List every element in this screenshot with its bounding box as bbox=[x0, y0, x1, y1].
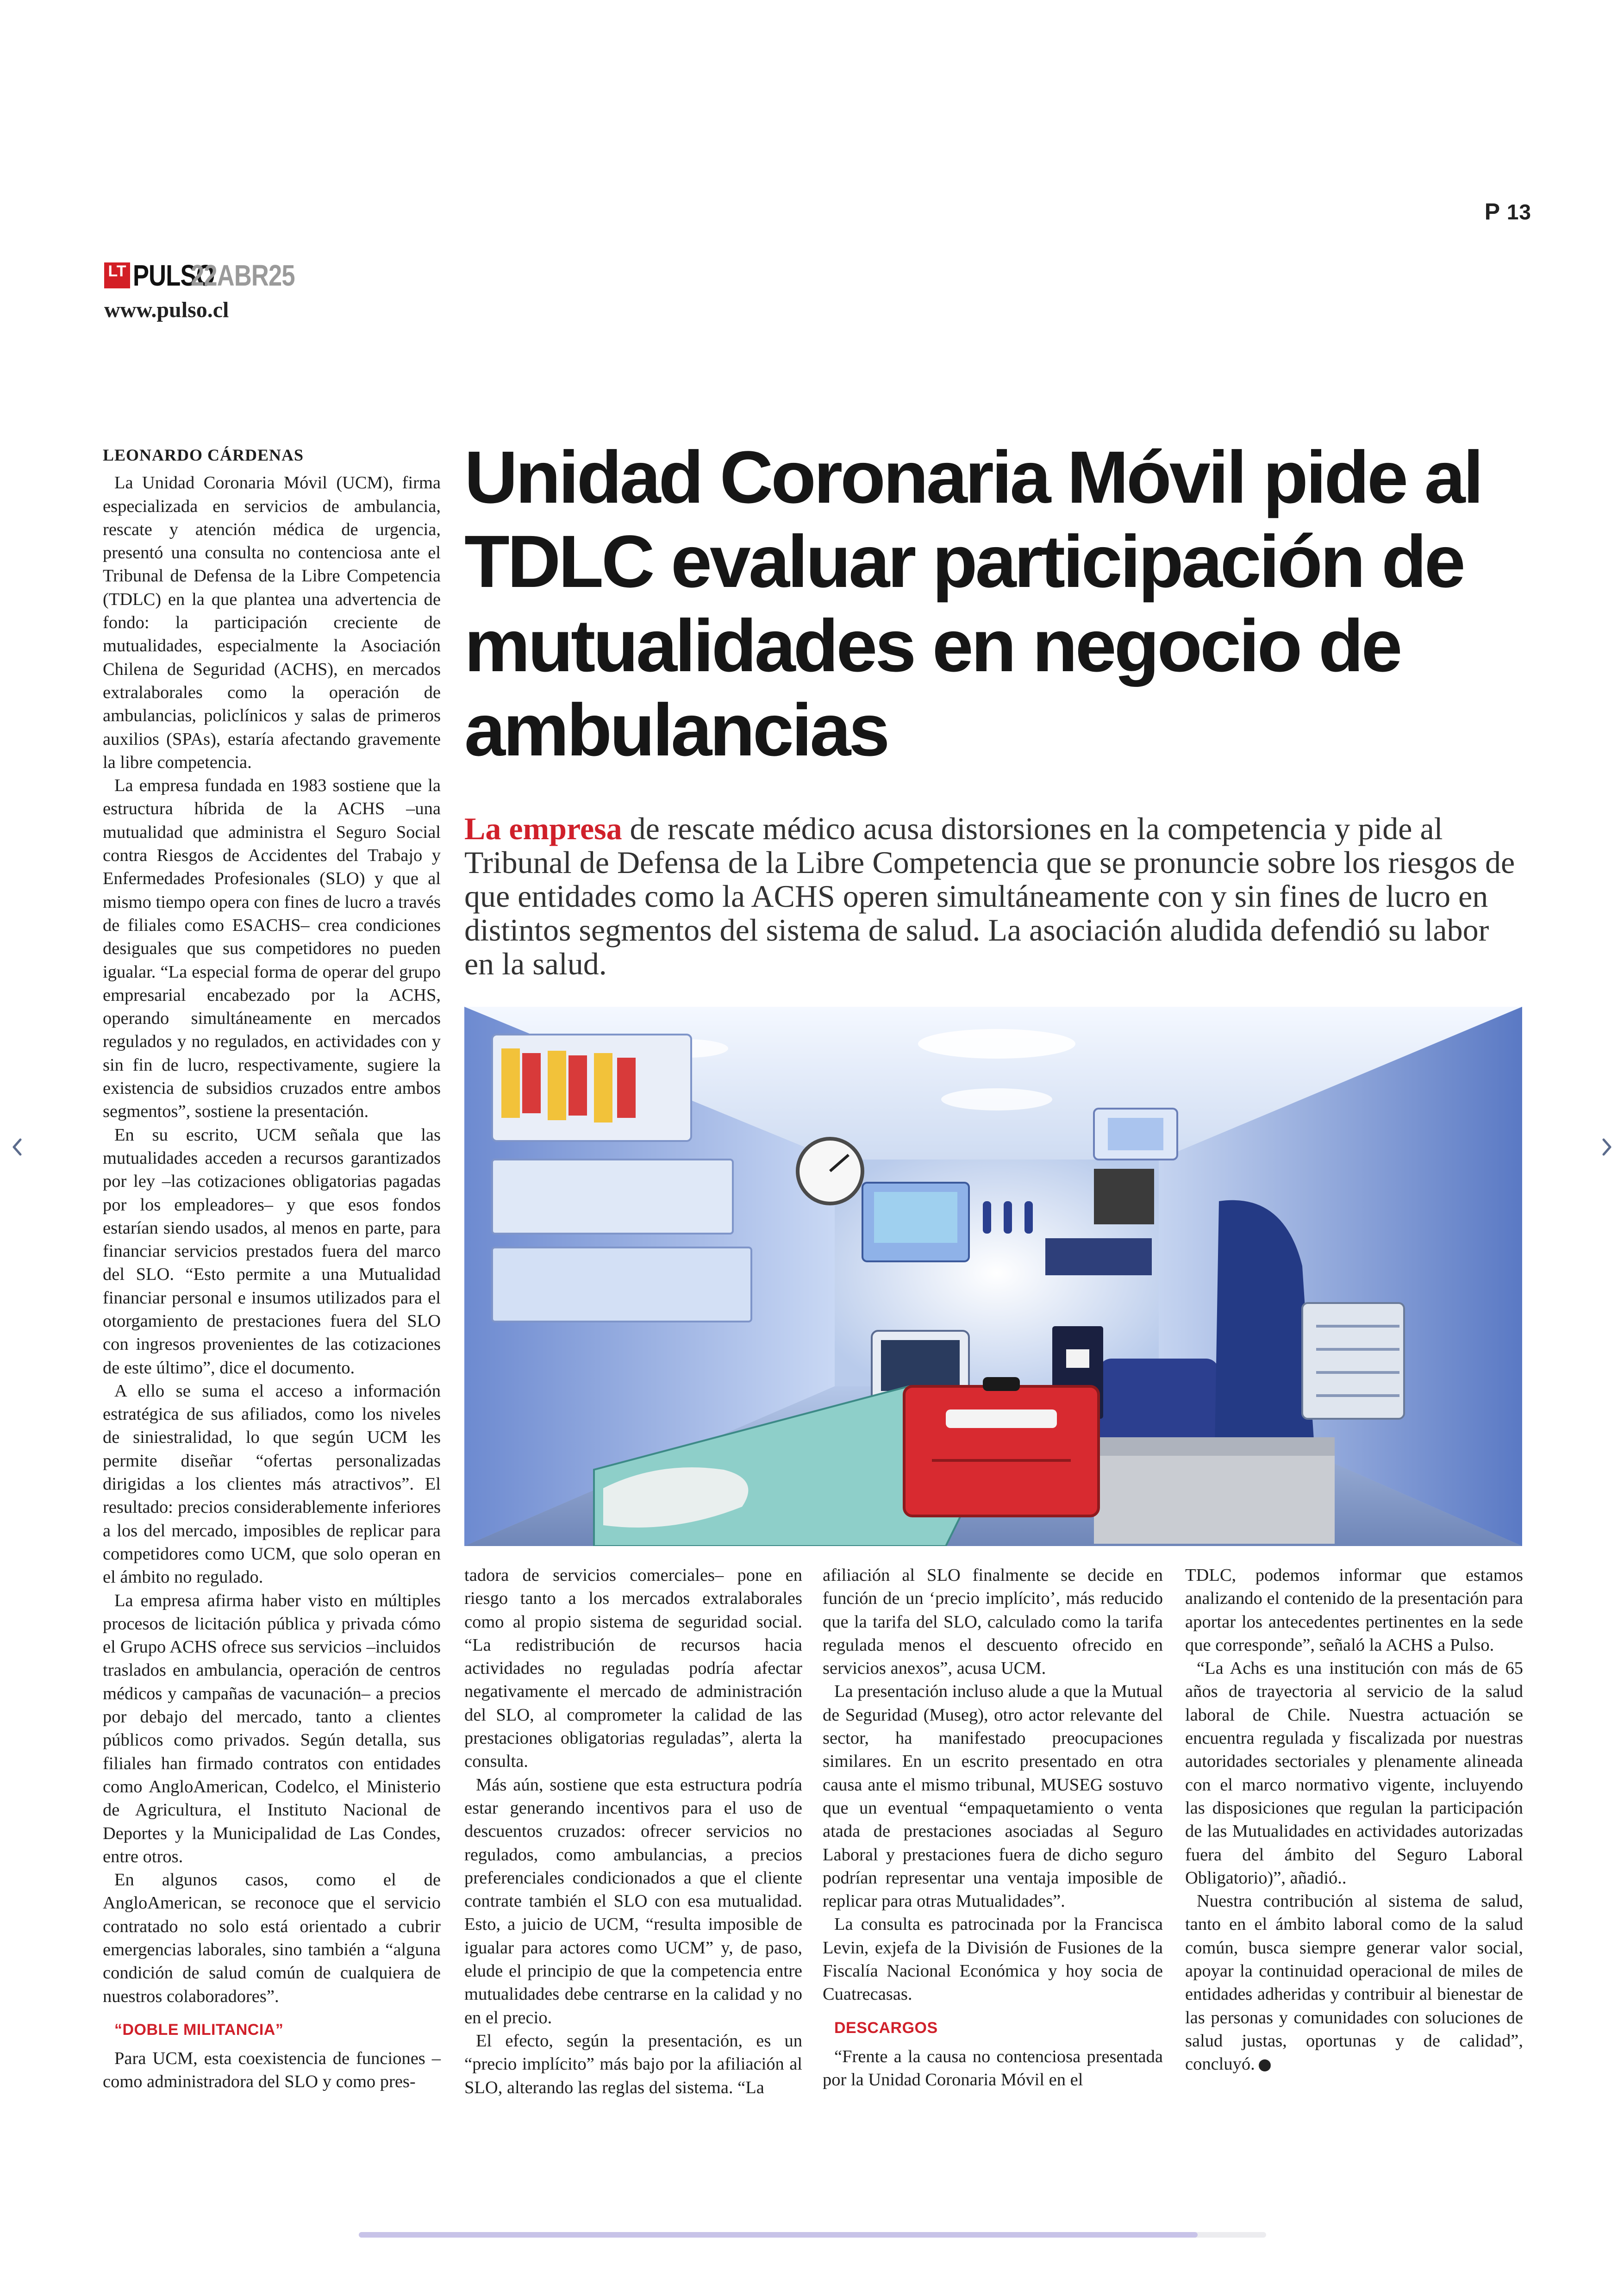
paragraph: La Unidad Coronaria Móvil (UCM), firma especializada en servicios de ambulancia, rescate y atención médica de urgencia, presentó una consulta no contenciosa ante el Tribunal de Defensa de la Libre Competencia (TDLC) en la que plantea una advertencia de fondo: la participación creciente de mutualidades, especialmente la Asociación Chilena de Seguridad (ACHS), en mercados extralaborales como la operación de ambulancias, policlínicos y salas de primeros auxilios (SPAs), estaría afectando gravemente la libre competencia. bbox=[103, 473, 441, 772]
section-brand: PULSO bbox=[133, 259, 215, 292]
chevron-right-icon bbox=[1593, 1134, 1619, 1160]
byline: LEONARDO CÁRDENAS bbox=[103, 446, 304, 464]
article-column-3 bbox=[823, 1564, 1163, 2092]
horizontal-scrollbar-thumb[interactable] bbox=[359, 2232, 1198, 2238]
paragraph: La empresa fundada en 1983 sostiene que la estructura híbrida de la ACHS –una mutualidad que administra el Seguro Social contra Riesgos de Accidentes del Trabajo y Enfermedades Profesionales (SLO) y que al mismo tiempo opera con fines de lucro a través de filiales como ESACHS– crea condiciones desiguales que sus competidores no pueden igualar. “La especial forma de operar del grupo empresarial encabezado por la ACHS, operando simultáneamente en mercados regulados y no regulados, en actividades con y sin fin de lucro, respectivamente, sugiere la existencia de subsidios cruzados entre ambos segmentos”, sostiene la presentación. bbox=[103, 776, 441, 1122]
chevron-left-icon bbox=[5, 1134, 31, 1160]
paragraph: Más aún, sostiene que esta estructura podría estar generando incentivos para el uso de descuentos cruzados: ofrecer servicios no regulados, como ambulancias, a precios preferenciales condicionados a que el cliente contrate también el SLO con esa mutualidad. Esto, a juicio de UCM, “resulta imposible de igualar para actores como UCM” y, de paso, elude el principio de que la competencia entre mutualidades debe centrarse en la calidad y no en el precio. bbox=[464, 1775, 802, 2027]
la-tercera-logo: LT bbox=[104, 262, 130, 288]
paragraph: “Frente a la causa no contenciosa presentada por la Unidad Coronaria Móvil en el bbox=[823, 2046, 1163, 2090]
paragraph: afiliación al SLO finalmente se decide en función de un ‘precio implícito’, más reducido que la tarifa del SLO, calculado como la tarifa regulada menos el descuento ofrecido en servicios anexos”, acusa UCM. bbox=[823, 1565, 1163, 1678]
article-column-2 bbox=[464, 1564, 802, 2099]
paragraph: Para UCM, esta coexistencia de funciones –como administradora del SLO y como pres- bbox=[103, 2049, 441, 2092]
masthead bbox=[104, 259, 318, 292]
edition-date: 22ABR25 bbox=[191, 259, 295, 292]
article-lead bbox=[464, 812, 1524, 981]
subheading-descargos: DESCARGOS bbox=[834, 2019, 938, 2037]
lead-kicker: La empresa bbox=[464, 811, 622, 846]
paragraph: En su escrito, UCM señala que las mutualidades acceden a recursos garantizados por ley –las cotizaciones obligatorias pagadas por los empleadores– y que esos fondos estarían siendo usados, al menos en parte, para financiar servicios prestados fuera del marco del SLO. “Esto permite a una Mutualidad financiar personal e insumos utilizados para el otorgamiento de prestaciones fuera del SLO con ingresos provenientes de las cotizaciones de este último”, dice el documento. bbox=[103, 1125, 441, 1378]
next-page-button[interactable] bbox=[1593, 1134, 1619, 1160]
paragraph: La consulta es patrocinada por la Francisca Levin, exjefa de la División de Fusiones de la Fiscalía Nacional Económica y hoy socia de Cuatrecasas. bbox=[823, 1915, 1163, 2004]
end-of-article-icon: P bbox=[1259, 2059, 1271, 2071]
article-headline: Unidad Coronaria Móvil pide al TDLC evaluar participación de mutualidades en negocio de ambulancias bbox=[464, 436, 1481, 771]
previous-page-button[interactable] bbox=[5, 1134, 31, 1160]
paragraph bbox=[1185, 1890, 1523, 2076]
paragraph: TDLC, podemos informar que estamos analizando el contenido de la presentación para aportar los antecedentes pertinentes en la sede que corresponde”, señaló la ACHS a Pulso. bbox=[1185, 1565, 1523, 1655]
paragraph: “La Achs es una institución con más de 65 años de trayectoria al servicio de la salud laboral de Chile. Nuestra actuación se encuentra regulada y fiscalizada por nuestras autoridades sectoriales y plenamente alineada con el marco normativo vigente, incluyendo las disposiciones que regulan la participación de las Mutualidades en actividades autorizadas fuera del ámbito del Seguro Laboral Obligatorio)”, añadió.. bbox=[1185, 1659, 1523, 1888]
paragraph: El efecto, según la presentación, es un “precio implícito” más bajo por la afiliación al SLO, alterando las reglas del sistema. “La bbox=[464, 2031, 802, 2097]
article-photo bbox=[464, 1007, 1522, 1546]
website-link[interactable]: www.pulso.cl bbox=[104, 298, 229, 322]
article-column-4 bbox=[1185, 1564, 1523, 2076]
lead-text: de rescate médico acusa distorsiones en la competencia y pide al Tribunal de Defensa de la Libre Competencia que se pronuncie sobre los riesgos de que entidades como la ACHS operen simultáneamente con y sin fines de lucro en distintos segmentos del sistema de salud. La asociación aludida defendió su labor en la salud. bbox=[464, 811, 1515, 981]
closing-paragraph-text: Nuestra contribución al sistema de salud, tanto en el ámbito laboral como de la salud común, busca siempre generar valor social, apoyar la continuidad operacional de miles de entidades adheridas y contribuir al bienestar de las personas y comunidades con soluciones de salud justas, oportunas y de calidad”, concluyó. bbox=[1185, 1891, 1523, 2074]
paragraph: La presentación incluso alude a que la Mutual de Seguridad (Museg), otro actor relevante del sector, ha manifestado preocupaciones similares. En un escrito presentado en otra causa ante el mismo tribunal, MUSEG sostuvo que un eventual “empaquetamiento o venta atada de prestaciones asociadas al Seguro Laboral y prestaciones fuera de dicho seguro podrían representar una ventaja imposible de replicar para otras Mutualidades”. bbox=[823, 1682, 1163, 1911]
subheading-doble-militancia: “DOBLE MILITANCIA” bbox=[114, 2021, 284, 2039]
paragraph: En algunos casos, como el de AngloAmerican, se reconoce que el servicio contratado no solo está orientado a cubrir emergencias laborales, sino también a “alguna condición de salud común de cualquiera de nuestros colaboradores”. bbox=[103, 1870, 441, 2006]
page-number: P 13 bbox=[1484, 199, 1531, 225]
paragraph: A ello se suma el acceso a información estratégica de sus afiliados, como los niveles de siniestralidad, lo que según UCM les permite diseñar “ofertas personalizadas dirigidas a los clientes más atractivos”. El resultado: precios considerablemente inferiores a los del mercado, imposibles de replicar para competidores como UCM, que solo operan en el ámbito no regulado. bbox=[103, 1381, 441, 1587]
paragraph: La empresa afirma haber visto en múltiples procesos de licitación pública y privada cómo el Grupo ACHS ofrece sus servicios –incluidos traslados en ambulancia, operación de centros médicos y campañas de vacunación– a precios por debajo del mercado, tanto a clientes públicos como privados. Según detalla, sus filiales han firmado contratos con entidades como AngloAmerican, Codelco, el Ministerio de Agricultura, el Instituto Nacional de Deportes y la Municipalidad de Las Condes, entre otros. bbox=[103, 1590, 441, 1866]
ambulance-interior-illustration bbox=[464, 1007, 1522, 1546]
article-column-1 bbox=[103, 443, 441, 2094]
paragraph: tadora de servicios comerciales– pone en riesgo tanto a los mercados extralaborales como al propio sistema de seguridad social. “La redistribución de recursos hacia actividades no reguladas podría afectar negativamente el mercado de administración del SLO, al comprometer la calidad de las prestaciones obligatorias reguladas”, alerta la consulta. bbox=[464, 1565, 802, 1771]
